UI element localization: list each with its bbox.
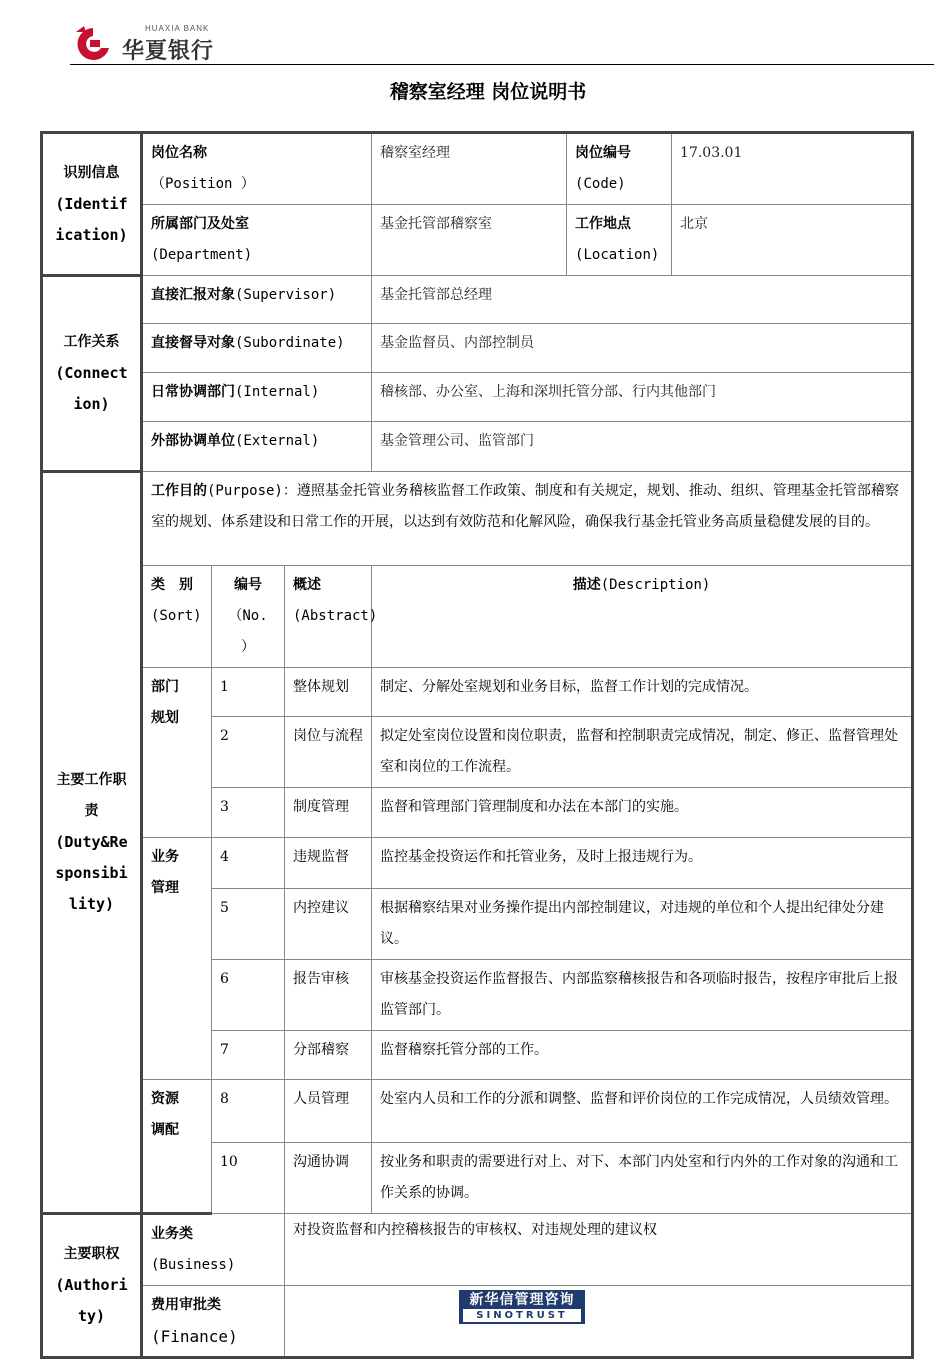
- business-authority-value: 对投资监督和内控稽核报告的审核权、对违规处理的建议权: [285, 1214, 913, 1286]
- item-description: 审核基金投资运作监督报告、内部监察稽核报告和各项临时报告，按程序审批后上报监管部门。: [372, 960, 913, 1031]
- item-no: 1: [212, 668, 285, 717]
- item-abstract: 违规监督: [285, 838, 372, 889]
- huaxia-bank-emblem-icon: [70, 24, 116, 64]
- internal-value: 稽核部、办公室、上海和深圳托管分部、行内其他部门: [372, 373, 913, 422]
- business-authority-label: 业务类 (Business): [142, 1214, 285, 1286]
- item-description: 按业务和职责的需要进行对上、对下、本部门内处室和行内外的工作对象的沟通和工作关系的协调。: [372, 1143, 913, 1214]
- category-resource-allocation: 资源 调配: [142, 1080, 212, 1214]
- item-abstract: 整体规划: [285, 668, 372, 717]
- section-authority: 主要职权 (Authority): [42, 1214, 142, 1358]
- supervisor-label: 直接汇报对象(Supervisor): [142, 276, 372, 324]
- header-abstract: 概述 (Abstract): [285, 566, 372, 668]
- table-row: [42, 1080, 913, 1143]
- job-description-table: [40, 131, 914, 1359]
- item-no: 4: [212, 838, 285, 889]
- department-value: 基金托管部稽察室: [372, 205, 567, 276]
- external-value: 基金管理公司、监管部门: [372, 422, 913, 472]
- document-title: 稽察室经理 岗位说明书: [389, 81, 587, 103]
- finance-authority-value: [285, 1286, 913, 1358]
- item-no: 2: [212, 717, 285, 788]
- item-description: 监督和管理部门管理制度和办法在本部门的实施。: [372, 788, 913, 838]
- department-label: 所属部门及处室 (Department): [142, 205, 372, 276]
- item-abstract: 内控建议: [285, 889, 372, 960]
- item-description: 监督稽察托管分部的工作。: [372, 1031, 913, 1080]
- category-dept-planning: 部门 规划: [142, 668, 212, 838]
- header-description: 描述(Description): [372, 566, 913, 668]
- position-label: 岗位名称 （Position ）: [142, 133, 372, 205]
- item-no: 6: [212, 960, 285, 1031]
- code-label: 岗位编号 (Code): [567, 133, 672, 205]
- external-label: 外部协调单位(External): [142, 422, 372, 472]
- item-no: 10: [212, 1143, 285, 1214]
- section-identification: 识别信息 (Identification): [42, 133, 142, 276]
- header-no: 编号 （No. ）: [212, 566, 285, 668]
- item-abstract: 沟通协调: [285, 1143, 372, 1214]
- item-description: 根据稽察结果对业务操作提出内部控制建议，对违规的单位和个人提出纪律处分建议。: [372, 889, 913, 960]
- bank-name-en: HUAXIA BANK: [145, 24, 210, 33]
- item-abstract: 人员管理: [285, 1080, 372, 1143]
- item-no: 7: [212, 1031, 285, 1080]
- subordinate-value: 基金监督员、内部控制员: [372, 324, 913, 373]
- internal-label: 日常协调部门(Internal): [142, 373, 372, 422]
- location-label: 工作地点 (Location): [567, 205, 672, 276]
- header-divider: [70, 64, 934, 65]
- item-no: 8: [212, 1080, 285, 1143]
- table-row: [42, 838, 913, 889]
- category-business-management: 业务 管理: [142, 838, 212, 1080]
- code-value: 17.03.01: [672, 133, 913, 205]
- subordinate-label: 直接督导对象(Subordinate): [142, 324, 372, 373]
- section-connection: 工作关系 (Connection): [42, 276, 142, 472]
- bank-name-cn: 华夏银行: [122, 39, 215, 64]
- item-abstract: 岗位与流程: [285, 717, 372, 788]
- finance-authority-label: 费用审批类 (Finance): [142, 1286, 285, 1358]
- item-no: 3: [212, 788, 285, 838]
- item-no: 5: [212, 889, 285, 960]
- sinotrust-logo: 新华信管理咨询 SINOTRUST: [459, 1290, 585, 1324]
- item-description: 拟定处室岗位设置和岗位职责，监督和控制职责完成情况，制定、修正、监督管理处室和岗位的工作流程。: [372, 717, 913, 788]
- item-description: 制定、分解处室规划和业务目标，监督工作计划的完成情况。: [372, 668, 913, 717]
- item-abstract: 分部稽察: [285, 1031, 372, 1080]
- position-value: 稽察室经理: [372, 133, 567, 205]
- section-duty: 主要工作职责 (Duty&Responsibility): [42, 472, 142, 1214]
- item-description: 监控基金投资运作和托管业务，及时上报违规行为。: [372, 838, 913, 889]
- item-abstract: 制度管理: [285, 788, 372, 838]
- item-description: 处室内人员和工作的分派和调整、监督和评价岗位的工作完成情况，人员绩效管理。: [372, 1080, 913, 1143]
- item-abstract: 报告审核: [285, 960, 372, 1031]
- supervisor-value: 基金托管部总经理: [372, 276, 913, 324]
- table-row: [42, 668, 913, 717]
- header-sort: 类 别 (Sort): [142, 566, 212, 668]
- location-value: 北京: [672, 205, 913, 276]
- work-purpose: 工作目的(Purpose)：遵照基金托管业务稽核监督工作政策、制度和有关规定，规划、推动、组织、管理基金托管部稽察室的规划、体系建设和日常工作的开展，以达到有效防范和化解风险，确保我行基金托管业务高质量稳健发展的目的。: [142, 472, 913, 566]
